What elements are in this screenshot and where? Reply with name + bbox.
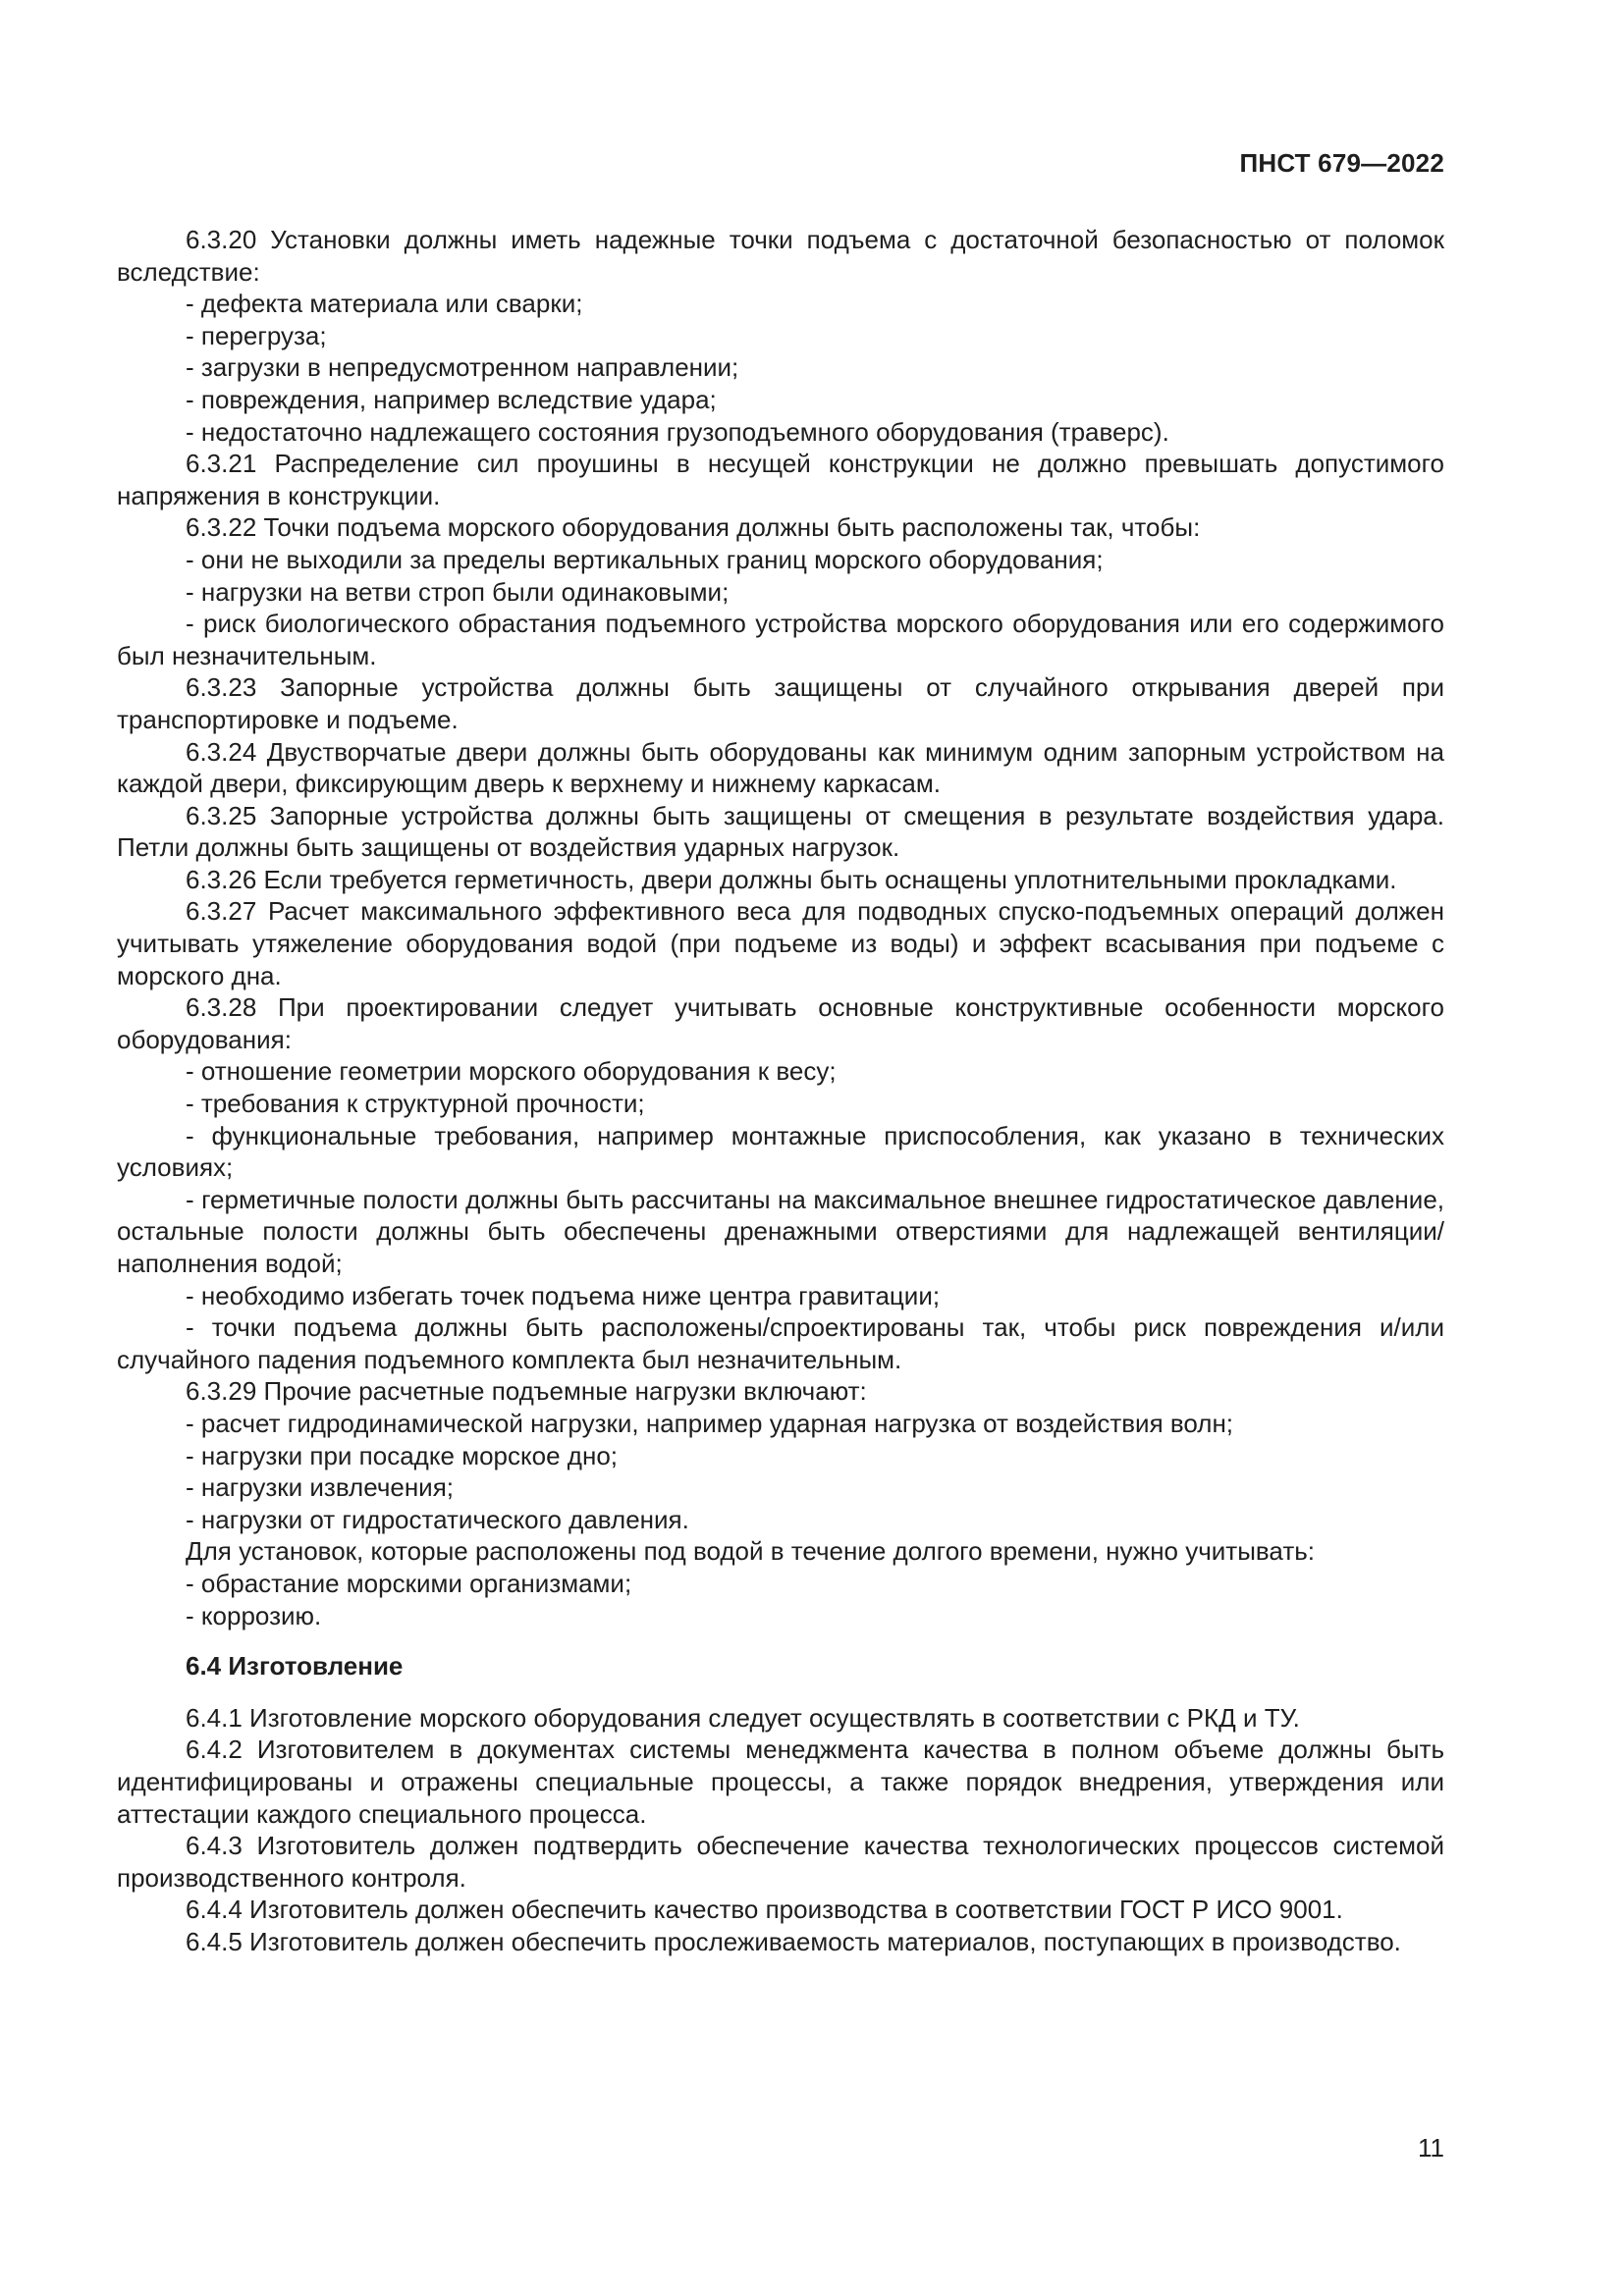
list-item: - функциональные требования, например монтажные приспособления, как указано в технических условиях; <box>117 1120 1444 1183</box>
paragraph: Для установок, которые расположены под водой в течение долгого времени, нужно учитывать: <box>186 1536 1315 1567</box>
list-item: - нагрузки при посадке морское дно; <box>186 1440 619 1470</box>
paragraph: 6.3.22 Точки подъема морского оборудования должны быть расположены так, чтобы: <box>186 512 1201 543</box>
list-item: - повреждения, например вследствие удара; <box>186 384 717 414</box>
section-heading: 6.4 Изготовление <box>186 1651 404 1682</box>
paragraph: 6.3.27 Расчет максимального эффективного веса для подводных спуско-подъемных операций должен учитывать утяжеление оборудования водой (при подъеме из воды) и эффект всасывания при подъеме с морского дна. <box>117 896 1444 990</box>
paragraph: 6.3.26 Если требуется герметичность, двери должны быть оснащены уплотнительными прокладками. <box>186 864 1397 894</box>
list-item: - необходимо избегать точек подъема ниже центра гравитации; <box>186 1280 941 1310</box>
list-item: - коррозию. <box>186 1600 322 1630</box>
list-item: - герметичные полости должны быть рассчитаны на максимальное внешнее гидростатическое давление, остальные полости должны быть обеспечены дренажными отверстиями для надлежащей вентиляции/наполнения водой; <box>117 1184 1444 1278</box>
list-item: - нагрузки от гидростатического давления. <box>186 1504 689 1534</box>
list-item: - нагрузки извлечения; <box>186 1472 455 1503</box>
paragraph: 6.4.5 Изготовитель должен обеспечить прослеживаемость материалов, поступающих в производство. <box>186 1926 1401 1956</box>
paragraph: 6.3.28 При проектировании следует учитывать основные конструктивные особенности морского оборудования: <box>117 992 1444 1054</box>
list-item: - требования к структурной прочности; <box>186 1089 645 1119</box>
list-item: - обрастание морскими организмами; <box>186 1568 632 1598</box>
paragraph: 6.4.3 Изготовитель должен подтвердить обеспечение качества технологических процессов системой производственного контроля. <box>117 1831 1444 1893</box>
list-item: - загрузки в непредусмотренном направлении; <box>186 352 739 383</box>
list-item: - расчет гидродинамической нагрузки, например ударная нагрузка от воздействия волн; <box>186 1408 1234 1438</box>
document-code: ПНСТ 679—2022 <box>1239 148 1444 178</box>
page-number: 11 <box>1418 2133 1444 2163</box>
paragraph: 6.4.2 Изготовителем в документах системы менеджмента качества в полном объеме должны быть идентифицированы и отражены специальные процессы, а также порядок внедрения, утверждения или аттестации каждого специального процесса. <box>117 1735 1444 1829</box>
paragraph: 6.3.25 Запорные устройства должны быть защищены от смещения в результате воздействия удара. Петли должны быть защищены от воздействия ударных нагрузок. <box>117 800 1444 863</box>
list-item: - риск биологического обрастания подъемного устройства морского оборудования или его содержимого был незначительным. <box>117 609 1444 670</box>
paragraph: 6.4.4 Изготовитель должен обеспечить качество производства в соответствии ГОСТ Р ИСО 9001. <box>186 1895 1343 1925</box>
paragraph: 6.3.29 Прочие расчетные подъемные нагрузки включают: <box>186 1376 867 1407</box>
list-item: - дефекта материала или сварки; <box>186 289 583 319</box>
body-text <box>117 224 1444 1957</box>
paragraph: 6.3.20 Установки должны иметь надежные точки подъема с достаточной безопасностью от поломок вследствие: <box>117 225 1444 287</box>
list-item: - нагрузки на ветви строп были одинаковыми; <box>186 576 730 607</box>
list-item: - они не выходили за пределы вертикальных границ морского оборудования; <box>186 544 1104 574</box>
paragraph: 6.3.21 Распределение сил проушины в несущей конструкции не должно превышать допустимого напряжения в конструкции. <box>117 449 1444 510</box>
list-item: - недостаточно надлежащего состояния грузоподъемного оборудования (траверс). <box>186 416 1169 447</box>
list-item: - перегруза; <box>186 320 327 350</box>
list-item: - отношение геометрии морского оборудования к весу; <box>186 1056 837 1087</box>
paragraph: 6.4.1 Изготовление морского оборудования следует осуществлять в соответствии с РКД и ТУ. <box>186 1702 1300 1733</box>
list-item: - точки подъема должны быть расположены/спроектированы так, чтобы риск повреждения и/или случайного падения подъемного комплекта был незначительным. <box>117 1312 1444 1374</box>
paragraph: 6.3.24 Двустворчатые двери должны быть оборудованы как минимум одним запорным устройством на каждой двери, фиксирующим дверь к верхнему и нижнему каркасам. <box>117 736 1444 799</box>
paragraph: 6.3.23 Запорные устройства должны быть защищены от случайного открывания дверей при транспортировке и подъеме. <box>117 672 1444 734</box>
